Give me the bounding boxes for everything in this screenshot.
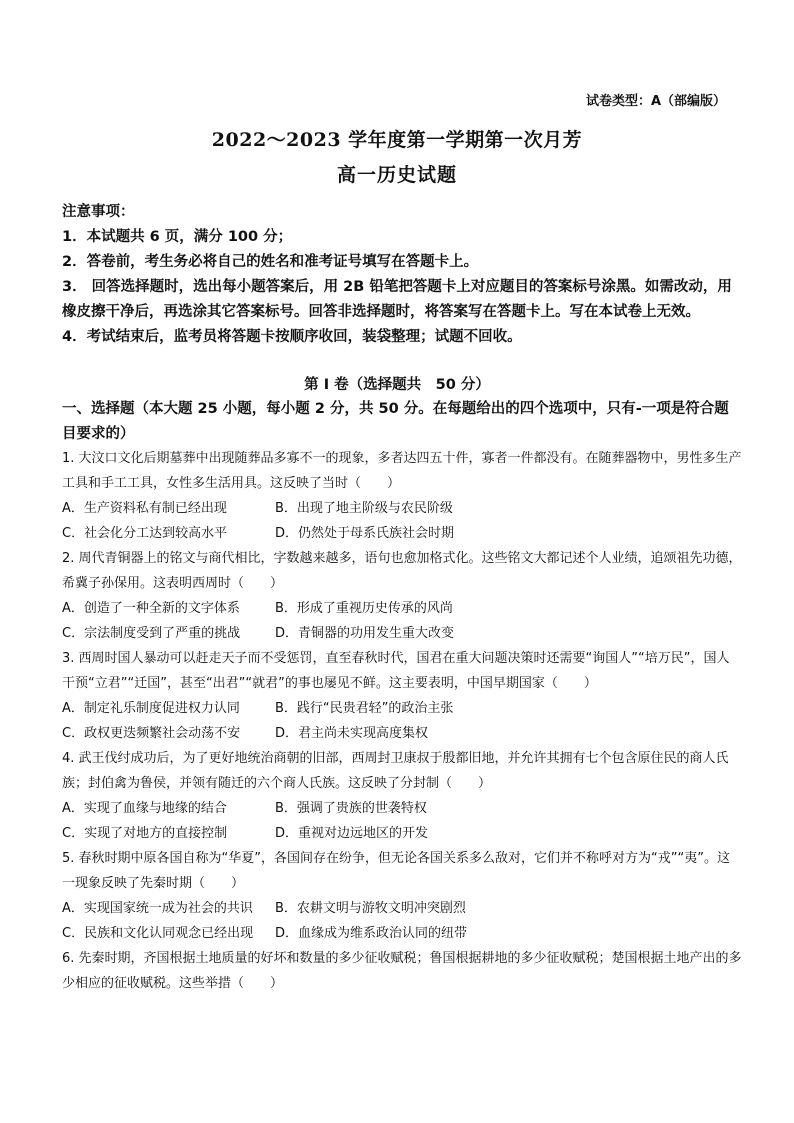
note-item: 3． 回答选择题时，选出每小题答案后，用 2B 铅笔把答题卡上对应题目的答案标号涂黑。如需改动，用橡皮擦干净后，再选涂其它答案标号。回答非选择题时，将答案写在答题卡上。写在本试卷上无效。 [62, 279, 732, 320]
option-row [62, 721, 742, 746]
option-c: C．宗法制度受到了严重的挑战 [62, 626, 241, 641]
option-row [62, 796, 742, 821]
part-title: 第 I 卷（选择题共 50 分） [304, 377, 490, 393]
exam-title: 2022～2023 学年度第一学期第一次月芳 [211, 129, 583, 151]
option-row [62, 496, 742, 521]
option-b: B．践行“民贵君轻”的政治主张 [275, 701, 454, 716]
notes-heading: 注意事项： [62, 204, 135, 220]
option-a: A．实现国家统一成为社会的共识 [62, 901, 253, 916]
note-item: 4．考试结束后，监考员将答题卡按顺序收回，装袋整理；试题不回收。 [62, 329, 522, 345]
option-b: B．形成了重视历史传承的风尚 [275, 601, 453, 616]
option-d: D．君主尚未实现高度集权 [275, 726, 429, 741]
option-row [62, 521, 742, 546]
option-c: C．社会化分工达到较高水平 [62, 526, 228, 541]
question-stem: 1. 大汶口文化后期墓葬中出现随葬品多寡不一的现象，多者达四五十件，寡者一件都没有。在随葬器物中，男性多生产工具和手工工具，女性多生活用具。这反映了当时（ ） [62, 451, 742, 491]
option-row [62, 696, 742, 721]
option-b: B．出现了地主阶级与农民阶级 [275, 501, 453, 516]
question-item [62, 646, 742, 746]
option-c: C．政权更迭频繁社会动荡不安 [62, 726, 241, 741]
option-row [62, 896, 742, 921]
section-heading: 一、选择题（本大题 25 小题，每小题 2 分，共 50 分。在每题给出的四个选项中，只有-一项是符合题目要求的） [62, 401, 729, 442]
note-item: 2．答卷前，考生务必将自己的姓名和准考证号填写在答题卡上。 [62, 254, 479, 270]
option-a: A．实现了血缘与地缘的结合 [62, 801, 227, 816]
option-c: C．实现了对地方的直接控制 [62, 826, 228, 841]
question-stem: 3. 西周时国人暴动可以赶走天子而不受惩罚，直至春秋时代，国君在重大问题决策时还需要“询国人”“培万民”，国人干预“立君”“迁国”，甚至“出君”“就君”的事也屡见不鲜。这主要表明，中国早期国家（ ） [62, 651, 730, 691]
option-row [62, 621, 742, 646]
exam-subtitle: 高一历史试题 [336, 164, 457, 186]
question-item [62, 846, 742, 946]
notes-section [62, 200, 738, 350]
question-item [62, 946, 742, 996]
option-a: A．创造了一种全新的文字体系 [62, 601, 240, 616]
option-row [62, 821, 742, 846]
question-stem: 5. 春秋时期中原各国自称为“华夏”，各国间存在纷争，但无论各国关系多么敌对，它们并不称呼对方为“戎”“夷”。这一现象反映了先秦时期（ ） [62, 851, 730, 891]
option-c: C．民族和文化认同观念已经出现 [62, 926, 254, 941]
question-stem: 6. 先秦时期，齐国根据土地质量的好坏和数量的多少征收赋税；鲁国根据耕地的多少征收赋税；楚国根据土地产出的多少相应的征收赋税。这些举措（ ） [62, 951, 742, 991]
question-stem: 4. 武王伐纣成功后，为了更好地统治商朝的旧部，西周封卫康叔于殷都旧地，并允许其拥有七个包含原住民的商人氏族；封伯禽为鲁侯，并领有随迁的六个商人氏族。这反映了分封制（ ） [62, 751, 729, 791]
option-a: A．生产资料私有制已经出现 [62, 501, 227, 516]
option-d: D．仍然处于母系氏族社会时期 [275, 526, 455, 541]
option-b: B．农耕文明与游牧文明冲突剧烈 [275, 901, 466, 916]
question-list [62, 446, 742, 996]
option-d: D．青铜器的功用发生重大改变 [275, 626, 455, 641]
question-item [62, 746, 742, 846]
question-item [62, 446, 742, 546]
question-stem: 2. 周代青铜器上的铭文与商代相比，字数越来越多，语句也愈加格式化。这些铭文大都记述个人业绩，追颂祖先功德，希冀子孙保用。这表明西周时（ ） [62, 551, 742, 591]
question-item [62, 546, 742, 646]
exam-type-label: 试卷类型：A（部编版） [585, 94, 726, 109]
option-row [62, 921, 742, 946]
option-a: A．制定礼乐制度促进权力认同 [62, 701, 240, 716]
option-row [62, 596, 742, 621]
note-item: 1．本试题共 6 页，满分 100 分； [62, 229, 293, 245]
option-b: B．强调了贵族的世袭特权 [275, 801, 427, 816]
option-d: D．重视对边远地区的开发 [275, 826, 429, 841]
option-d: D．血缘成为维系政治认同的纽带 [275, 926, 468, 941]
